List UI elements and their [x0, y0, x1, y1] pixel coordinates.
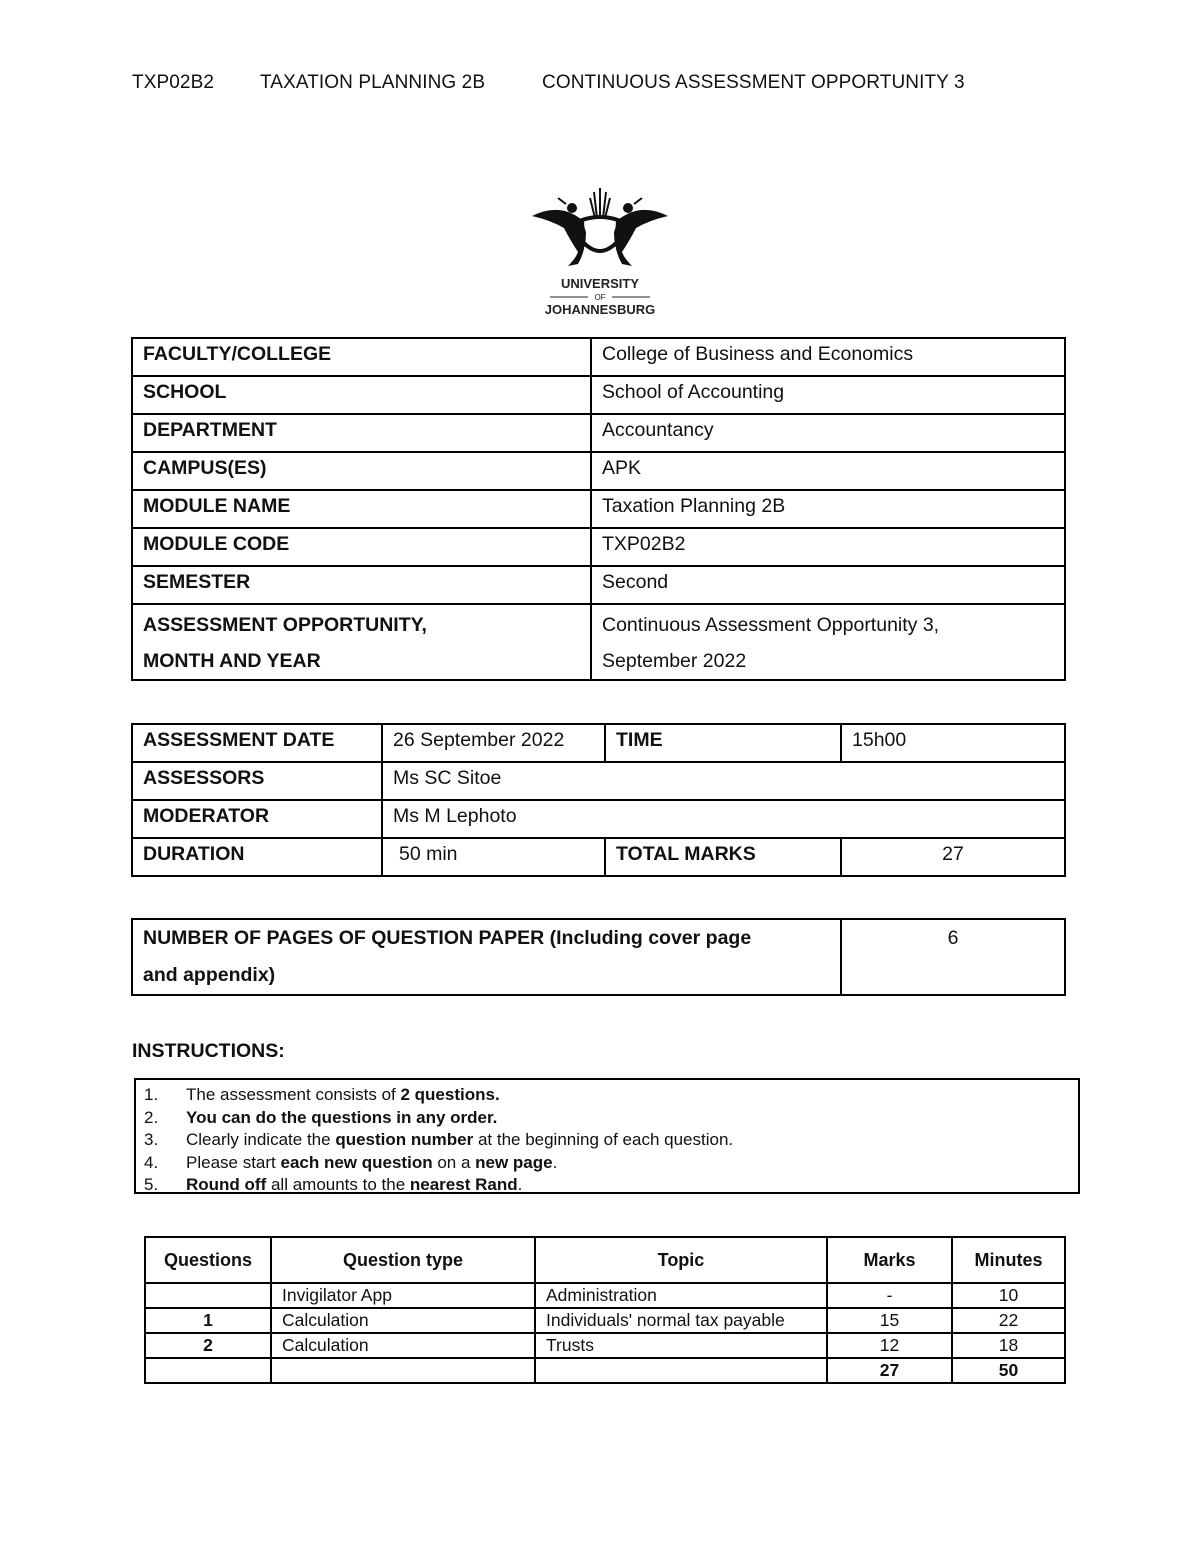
total-marks-sum: 27	[827, 1358, 952, 1383]
module-details-table	[131, 337, 1066, 681]
question-number: 2	[145, 1333, 271, 1358]
column-header: Question type	[271, 1237, 535, 1283]
detail-label: MODULE NAME	[132, 490, 591, 528]
question-number: 1	[145, 1308, 271, 1333]
assessors-label: ASSESSORS	[132, 762, 382, 800]
detail-value: College of Business and Economics	[591, 338, 1065, 376]
total-cell	[145, 1358, 271, 1383]
question-number	[145, 1283, 271, 1308]
opportunity-value	[591, 604, 1065, 680]
instruction-text: .	[552, 1152, 558, 1172]
total-cell	[535, 1358, 827, 1383]
crest-icon	[532, 188, 668, 266]
table-row	[132, 566, 1065, 604]
column-header: Questions	[145, 1237, 271, 1283]
logo-line-3: JOHANNESBURG	[544, 302, 656, 317]
question-marks: 15	[827, 1308, 952, 1333]
instruction-text: .	[517, 1175, 523, 1194]
instruction-emphasis: new page	[475, 1152, 553, 1172]
list-item	[136, 1084, 1078, 1107]
total-cell	[271, 1358, 535, 1383]
date-value: 26 September 2022	[382, 724, 605, 762]
question-type: Calculation	[271, 1333, 535, 1358]
detail-label: SCHOOL	[132, 376, 591, 414]
detail-value: Second	[591, 566, 1065, 604]
detail-value: School of Accounting	[591, 376, 1065, 414]
header-code: TXP02B2	[132, 72, 215, 93]
logo-line-1: UNIVERSITY	[560, 276, 640, 291]
time-label: TIME	[605, 724, 841, 762]
instruction-emphasis: 2 questions.	[400, 1085, 500, 1104]
question-topic: Trusts	[535, 1333, 827, 1358]
table-row	[145, 1283, 1065, 1308]
header-module: TAXATION PLANNING 2B	[260, 72, 486, 93]
detail-label: MODULE CODE	[132, 528, 591, 566]
question-minutes: 22	[952, 1308, 1065, 1333]
opportunity-value-line-2: September 2022	[602, 650, 747, 672]
table-row	[132, 604, 1065, 680]
instructions-box	[134, 1078, 1080, 1194]
page-header	[132, 72, 965, 94]
detail-value: Taxation Planning 2B	[591, 490, 1065, 528]
question-topic: Administration	[535, 1283, 827, 1308]
instruction-emphasis: Round off	[186, 1175, 267, 1194]
list-item	[136, 1152, 1078, 1175]
column-header: Minutes	[952, 1237, 1065, 1283]
table-row	[132, 452, 1065, 490]
header-assessment: CONTINUOUS ASSESSMENT OPPORTUNITY 3	[542, 72, 965, 93]
question-topic: Individuals' normal tax payable	[535, 1308, 827, 1333]
question-marks: 12	[827, 1333, 952, 1358]
instruction-emphasis: each new question	[280, 1152, 433, 1172]
instruction-text: at the beginning of each question.	[473, 1130, 734, 1149]
total-marks-label: TOTAL MARKS	[605, 838, 841, 876]
list-item	[136, 1129, 1078, 1152]
instruction-number: 5.	[144, 1175, 159, 1194]
table-row	[132, 338, 1065, 376]
page-count-label-line-1: NUMBER OF PAGES OF QUESTION PAPER (Including cover page	[143, 927, 752, 949]
moderator-value: Ms M Lephoto	[382, 800, 1065, 838]
page-count-label-line-2: and appendix)	[143, 964, 276, 986]
table-total-row	[145, 1358, 1065, 1383]
assessment-info-table	[131, 723, 1066, 877]
assessors-value: Ms SC Sitoe	[382, 762, 1065, 800]
table-row	[132, 919, 1065, 995]
date-label: ASSESSMENT DATE	[132, 724, 382, 762]
table-row	[145, 1308, 1065, 1333]
table-row	[145, 1333, 1065, 1358]
instruction-text: Clearly indicate the	[186, 1130, 336, 1149]
table-row	[132, 528, 1065, 566]
instruction-number: 1.	[144, 1085, 159, 1104]
opportunity-label-line-2: MONTH AND YEAR	[143, 650, 321, 672]
instruction-text: The assessment consists of	[186, 1085, 401, 1104]
instruction-emphasis: You can do the questions in any order.	[186, 1107, 498, 1127]
question-minutes: 10	[952, 1283, 1065, 1308]
column-header: Topic	[535, 1237, 827, 1283]
table-row	[132, 376, 1065, 414]
table-row	[132, 838, 1065, 876]
question-minutes: 18	[952, 1333, 1065, 1358]
detail-value: Accountancy	[591, 414, 1065, 452]
total-minutes-sum: 50	[952, 1358, 1065, 1383]
time-value: 15h00	[841, 724, 1065, 762]
instruction-text: Please start	[186, 1152, 281, 1172]
question-type: Calculation	[271, 1308, 535, 1333]
detail-value: APK	[591, 452, 1065, 490]
instructions-title: INSTRUCTIONS:	[132, 1040, 285, 1062]
questions-table	[144, 1236, 1066, 1384]
table-row	[132, 762, 1065, 800]
university-logo	[520, 180, 680, 320]
instruction-emphasis: nearest Rand	[409, 1175, 518, 1194]
detail-label: FACULTY/COLLEGE	[132, 338, 591, 376]
opportunity-value-line-1: Continuous Assessment Opportunity 3,	[602, 614, 940, 636]
instruction-emphasis: question number	[335, 1130, 474, 1149]
instruction-number: 2.	[144, 1107, 159, 1127]
detail-label: CAMPUS(ES)	[132, 452, 591, 490]
page-count-table	[131, 918, 1066, 996]
opportunity-label-line-1: ASSESSMENT OPPORTUNITY,	[143, 614, 427, 636]
instruction-number: 3.	[144, 1130, 159, 1149]
table-row	[132, 724, 1065, 762]
question-type: Invigilator App	[271, 1283, 535, 1308]
question-marks: -	[827, 1283, 952, 1308]
column-header: Marks	[827, 1237, 952, 1283]
duration-value: 50 min	[382, 838, 605, 876]
list-item	[136, 1174, 1078, 1197]
detail-value: TXP02B2	[591, 528, 1065, 566]
instruction-number: 4.	[144, 1152, 159, 1172]
detail-label: SEMESTER	[132, 566, 591, 604]
instruction-text: all amounts to the	[266, 1175, 410, 1194]
table-row	[132, 800, 1065, 838]
detail-label: DEPARTMENT	[132, 414, 591, 452]
page-count-label	[132, 919, 841, 995]
moderator-label: MODERATOR	[132, 800, 382, 838]
duration-label: DURATION	[132, 838, 382, 876]
opportunity-label	[132, 604, 591, 680]
table-header-row	[145, 1237, 1065, 1283]
instruction-text: on a	[432, 1152, 476, 1172]
page-count-value: 6	[841, 919, 1065, 995]
table-row	[132, 414, 1065, 452]
total-marks-value: 27	[841, 838, 1065, 876]
table-row	[132, 490, 1065, 528]
logo-line-2: OF	[594, 293, 606, 302]
list-item	[136, 1107, 1078, 1130]
